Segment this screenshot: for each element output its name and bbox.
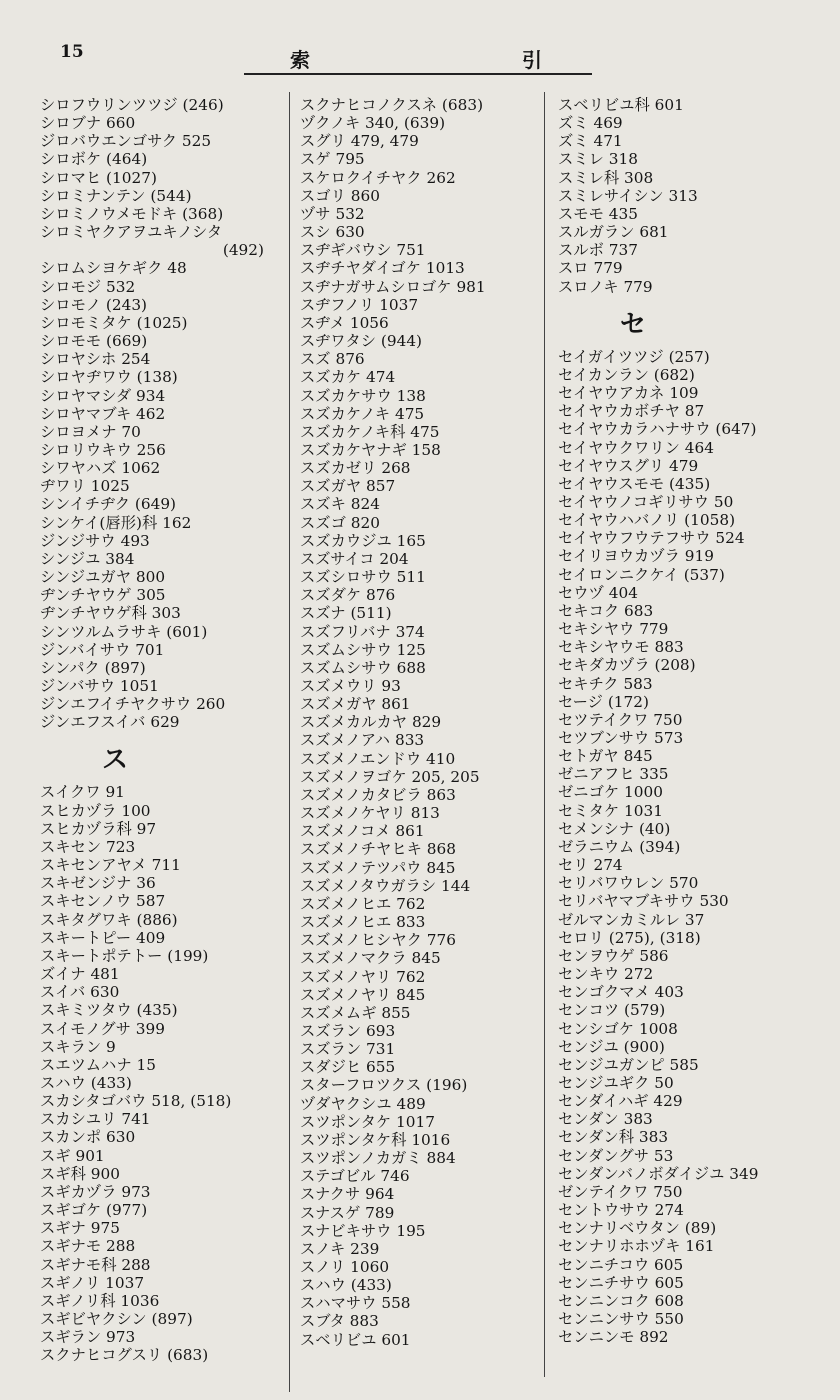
index-entry: スノキ 239 — [300, 1239, 380, 1258]
index-entry: スミレ 318 — [558, 150, 638, 169]
index-entry: スキセン 723 — [40, 837, 136, 856]
index-entry: スズ 876 — [300, 350, 365, 369]
index-entry: シロヤマシダ 934 — [40, 386, 166, 405]
index-entry: セイヤウクワリン 464 — [558, 438, 714, 457]
section-heading: ス — [102, 745, 129, 776]
index-entry: センジユギク 50 — [558, 1073, 674, 1092]
index-entry: スターフロツクス (196) — [300, 1076, 468, 1095]
index-entry: セイヤウアカネ 109 — [558, 384, 699, 403]
index-entry: ゼンテイクワ 750 — [558, 1182, 683, 1201]
index-entry: セミタケ 1031 — [558, 801, 663, 820]
index-entry: スグリ 479, 479 — [300, 132, 419, 151]
index-entry: スイクワ 91 — [40, 783, 125, 802]
index-entry: セイヤウカラハナサウ (647) — [558, 420, 757, 439]
index-entry: セイヤウカボチヤ 87 — [558, 402, 705, 421]
index-entry: シンジユガヤ 800 — [40, 568, 166, 587]
index-entry: スズカケノキ 475 — [300, 404, 425, 423]
index-entry: スゴリ 860 — [300, 186, 380, 205]
index-entry: ヅダヤクシユ 489 — [300, 1094, 426, 1113]
index-entry: スギナモ科 288 — [40, 1255, 151, 1274]
index-entry: スズメノマクラ 845 — [300, 949, 441, 968]
index-entry: セキチク 583 — [558, 674, 653, 693]
index-entry: センナリベウタン (89) — [558, 1219, 717, 1238]
index-entry: センダングサ 53 — [558, 1146, 674, 1165]
index-entry: スズメノヤリ 845 — [300, 985, 426, 1004]
index-entry: シロミナンテン (544) — [40, 186, 192, 205]
index-entry: スヂチヤダイゴケ 1013 — [300, 259, 465, 278]
index-entry: スギゴケ (977) — [40, 1201, 148, 1220]
index-entry: セージ (172) — [558, 692, 649, 711]
index-entry: センダン 383 — [558, 1110, 653, 1129]
index-entry: スナビキサウ 195 — [300, 1221, 426, 1240]
index-entry: スヂフノリ 1037 — [300, 295, 419, 314]
index-entry: スズフリバナ 374 — [300, 622, 425, 641]
index-entry: スケロクイチヤク 262 — [300, 168, 456, 187]
index-entry: シロミノウメモドキ (368) — [40, 204, 224, 223]
column-divider — [544, 92, 545, 1377]
index-entry: スルガラン 681 — [558, 223, 669, 242]
index-entry: ゼニアフヒ 335 — [558, 765, 669, 784]
index-entry: スロ 779 — [558, 259, 623, 278]
index-entry: センダイハギ 429 — [558, 1092, 683, 1111]
index-entry: スヂワタシ (944) — [300, 332, 423, 351]
index-entry: ヅクノキ 340, (639) — [300, 114, 446, 133]
index-entry: セリバワウレン 570 — [558, 874, 699, 893]
index-column-2 — [300, 96, 540, 1349]
index-entry: シンジユ 384 — [40, 549, 135, 568]
index-entry: スミレサイシン 313 — [558, 186, 698, 205]
index-entry: スブタ 883 — [300, 1312, 379, 1331]
index-entry: スズメノチヤヒキ 868 — [300, 840, 456, 859]
section-heading: セ — [620, 309, 647, 340]
index-entry: セイガイツツジ (257) — [558, 347, 710, 366]
index-entry: シロヤマブキ 462 — [40, 404, 166, 423]
index-column-1 — [40, 96, 286, 1364]
index-entry: スズメノヤリ 762 — [300, 967, 426, 986]
index-entry: ジンバイサウ 701 — [40, 640, 165, 659]
index-entry: セトガヤ 845 — [558, 747, 653, 766]
index-entry: ゼラニウム (394) — [558, 837, 681, 856]
index-entry: スズメウリ 93 — [300, 677, 401, 695]
index-entry: スズラン 693 — [300, 1021, 396, 1040]
index-entry: ジロバウエンゴサク 525 — [40, 132, 212, 151]
index-entry: シロヤシホ 254 — [40, 350, 151, 369]
index-entry: スズカケノキ科 475 — [300, 422, 440, 441]
index-entry: ズミ 469 — [558, 114, 623, 133]
index-entry: スカシタゴバウ 518, (518) — [40, 1092, 232, 1111]
index-entry: スズメノコメ 861 — [300, 822, 425, 841]
index-column-3 — [558, 96, 834, 1346]
index-entry: ヂワリ 1025 — [40, 477, 130, 496]
index-entry: セイロンニクケイ (537) — [558, 565, 725, 584]
index-entry: シロヤヂワウ (138) — [40, 368, 178, 387]
index-entry: シロブナ 660 — [40, 114, 136, 133]
index-entry: スカシユリ 741 — [40, 1110, 151, 1129]
index-entry: スキートピー 409 — [40, 928, 166, 947]
index-entry: スクナヒコグスリ (683) — [40, 1346, 209, 1365]
column-divider — [289, 92, 290, 1392]
index-entry: スズメノヒシヤク 776 — [300, 931, 456, 950]
index-entry: スズムシサウ 125 — [300, 640, 426, 659]
index-entry: スズカケヤナギ 158 — [300, 440, 441, 459]
index-entry: スナクサ 964 — [300, 1185, 395, 1204]
index-entry: センニチサウ 605 — [558, 1273, 684, 1292]
index-entry: ゼルマンカミルレ 37 — [558, 910, 705, 929]
index-entry: シンイチヂク (649) — [40, 495, 177, 514]
index-entry: セウヅ 404 — [558, 583, 638, 602]
index-entry: スギナモ 288 — [40, 1237, 136, 1256]
index-entry: スギカヅラ 973 — [40, 1182, 151, 1201]
index-entry: スズゴ 820 — [300, 513, 380, 532]
index-entry: ジンジサウ 493 — [40, 531, 150, 550]
index-entry: シンパク (897) — [40, 658, 146, 677]
index-entry: スベリビユ科 601 — [558, 96, 684, 114]
index-entry: セイヤウノコギリサウ 50 — [558, 492, 734, 511]
index-entry: スツポンノカガミ 884 — [300, 1149, 456, 1168]
index-entry: スルボ 737 — [558, 241, 638, 260]
index-entry: スズサイコ 204 — [300, 549, 409, 568]
index-entry: スズダケ 876 — [300, 586, 396, 605]
index-entry: セキシヤウモ 883 — [558, 638, 684, 657]
index-entry: シンケイ(唇形)科 162 — [40, 513, 192, 532]
index-entry: スヂメ 1056 — [300, 313, 389, 332]
index-entry: ヂンチヤウゲ科 303 — [40, 604, 181, 623]
index-entry: スズカケ 474 — [300, 368, 396, 387]
index-entry: スズメムギ 855 — [300, 1003, 411, 1022]
index-entry: スズメノヲゴケ 205, 205 — [300, 767, 480, 786]
index-entry: センキウ 272 — [558, 965, 654, 984]
index-entry: ジンエフイチヤクサウ 260 — [40, 695, 226, 714]
index-entry: シロマヒ (1027) — [40, 168, 157, 187]
index-entry: センニンモ 892 — [558, 1328, 669, 1347]
index-entry: スズカゼリ 268 — [300, 459, 411, 478]
index-entry: スエツムハナ 15 — [40, 1055, 156, 1074]
index-entry: スギナ 975 — [40, 1219, 120, 1238]
index-entry: スズシロサウ 511 — [300, 568, 426, 587]
index-entry: スナスゲ 789 — [300, 1203, 395, 1222]
running-head-left: 索 — [290, 48, 310, 72]
index-entry: セキダカヅラ (208) — [558, 656, 696, 675]
index-entry: セロリ (275), (318) — [558, 928, 701, 947]
index-entry: スゲ 795 — [300, 150, 365, 169]
index-entry: ジンエフスイバ 629 — [40, 713, 180, 732]
index-entry: シロミヤクアヲユキノシタ — [40, 223, 223, 242]
index-entry: センコツ (579) — [558, 1001, 666, 1020]
index-entry: シロモノ (243) — [40, 295, 148, 314]
index-entry: シロボケ (464) — [40, 150, 148, 169]
index-entry: スヂギバウシ 751 — [300, 241, 426, 260]
index-entry: スキセンアヤメ 711 — [40, 856, 181, 875]
index-entry: セメンシナ (40) — [558, 819, 671, 838]
index-entry: センナリホホヅキ 161 — [558, 1237, 715, 1256]
index-entry: スキタグワキ (886) — [40, 910, 178, 929]
index-entry: スギ科 900 — [40, 1164, 120, 1183]
index-entry: セツブンサウ 573 — [558, 729, 684, 747]
index-entry: セイリヨウカヅラ 919 — [558, 547, 714, 566]
index-entry: スズメノヒエ 762 — [300, 894, 426, 913]
index-entry: センジユ (900) — [558, 1037, 665, 1056]
index-entry: スズメノカタビラ 863 — [300, 785, 456, 804]
index-entry: スズメノヒエ 833 — [300, 913, 426, 932]
index-entry: スノリ 1060 — [300, 1258, 390, 1276]
index-entry: シワヤハズ 1062 — [40, 459, 161, 478]
index-entry: スヒカヅラ 100 — [40, 801, 151, 820]
index-entry: シロフウリンツツジ (246) — [40, 96, 224, 114]
index-entry: スズカケサウ 138 — [300, 386, 426, 405]
index-entry: スモモ 435 — [558, 204, 638, 223]
index-entry: セントウサウ 274 — [558, 1201, 684, 1220]
index-entry: シンツルムラサキ (601) — [40, 622, 208, 641]
index-entry: スイバ 630 — [40, 983, 120, 1002]
index-entry: センゴクマメ 403 — [558, 983, 684, 1002]
index-entry: スクナヒコノクスネ (683) — [300, 96, 484, 114]
index-entry: スキミツタウ (435) — [40, 1001, 178, 1020]
index-entry: シロモモ (669) — [40, 332, 148, 351]
index-entry: スハウ (433) — [300, 1276, 392, 1295]
index-entry: シロモジ 532 — [40, 277, 136, 296]
index-entry: センダン科 383 — [558, 1128, 669, 1147]
index-entry: スズメノエンドウ 410 — [300, 749, 456, 768]
index-entry: スダジヒ 655 — [300, 1058, 396, 1077]
index-entry: ヂンチヤウゲ 305 — [40, 586, 166, 605]
running-head-right: 引 — [522, 48, 542, 72]
index-entry: スハウ (433) — [40, 1073, 132, 1092]
index-entry: シロヨメナ 70 — [40, 422, 141, 441]
index-entry: スハマサウ 558 — [300, 1294, 411, 1313]
page-number: 15 — [60, 42, 84, 62]
index-entry: スズナ (511) — [300, 604, 392, 623]
index-entry: センシゴケ 1008 — [558, 1019, 678, 1038]
index-entry: スヂナガサムシロゴケ 981 — [300, 277, 486, 296]
header-rule — [244, 73, 592, 75]
index-entry: スズメノケヤリ 813 — [300, 804, 440, 823]
index-entry: セイヤウフウテフサウ 524 — [558, 529, 745, 548]
index-entry: セイヤウスモモ (435) — [558, 474, 711, 493]
index-entry: スギラン 973 — [40, 1328, 136, 1347]
index-entry: セイカンラン (682) — [558, 365, 695, 384]
index-entry: スイモノグサ 399 — [40, 1019, 165, 1038]
index-entry: スズメノアハ 833 — [300, 731, 425, 750]
index-entry: セキシヤウ 779 — [558, 620, 669, 639]
index-entry: スギノリ 1037 — [40, 1273, 145, 1292]
index-entry: シロモミタケ (1025) — [40, 313, 188, 332]
index-entry: スズメノタウガラシ 144 — [300, 876, 471, 895]
index-entry: ズイナ 481 — [40, 965, 120, 984]
index-entry: センジユガンピ 585 — [558, 1055, 699, 1074]
index-entry: ゼニゴケ 1000 — [558, 783, 663, 802]
index-entry: スズラン 731 — [300, 1040, 396, 1059]
index-entry: スカンポ 630 — [40, 1128, 136, 1147]
index-entry: (492) — [222, 241, 264, 260]
index-entry: セツテイクワ 750 — [558, 710, 683, 729]
index-entry: センニンコク 608 — [558, 1291, 684, 1310]
index-entry: スシ 630 — [300, 223, 365, 242]
index-entry: セリバヤマブキサウ 530 — [558, 892, 729, 911]
index-entry: スズメガヤ 861 — [300, 695, 411, 714]
index-entry: スロノキ 779 — [558, 277, 653, 296]
index-entry: スズメカルカヤ 829 — [300, 713, 442, 732]
index-entry: スズメノテツパウ 845 — [300, 858, 456, 877]
index-entry: センニチコウ 605 — [558, 1255, 684, 1274]
index-entry: スズガヤ 857 — [300, 477, 396, 496]
index-entry: スキラン 9 — [40, 1037, 116, 1056]
index-entry: ジンバサウ 1051 — [40, 677, 159, 695]
index-entry: スツポンタケ科 1016 — [300, 1130, 451, 1149]
index-entry: スキセンノウ 587 — [40, 892, 166, 911]
index-entry: スキートポテトー (199) — [40, 946, 209, 965]
index-entry: センニンサウ 550 — [558, 1310, 684, 1328]
index-entry: シロリウキウ 256 — [40, 440, 166, 459]
index-entry: セキコク 683 — [558, 601, 654, 620]
index-entry: スズムシサウ 688 — [300, 658, 426, 677]
index-entry: セリ 274 — [558, 856, 623, 875]
index-entry: セイヤウスグリ 479 — [558, 456, 699, 475]
index-entry: スツポンタケ 1017 — [300, 1112, 435, 1131]
index-entry: セイヤウハバノリ (1058) — [558, 511, 736, 530]
index-entry: ズミ 471 — [558, 132, 623, 151]
index-entry: スキゼンジナ 36 — [40, 874, 156, 893]
index-entry: スズカウジユ 165 — [300, 531, 426, 550]
index-entry: センダンバノボダイジユ 349 — [558, 1164, 759, 1183]
index-entry: ステゴビル 746 — [300, 1167, 410, 1186]
index-entry: ヅサ 532 — [300, 204, 365, 223]
index-entry: シロムシヨケギク 48 — [40, 259, 187, 278]
index-entry: スヒカヅラ科 97 — [40, 819, 157, 838]
index-entry: スギ 901 — [40, 1146, 105, 1165]
index-entry: スミレ科 308 — [558, 168, 654, 187]
index-entry: センヲウゲ 586 — [558, 946, 669, 965]
index-entry: スズキ 824 — [300, 495, 380, 514]
index-entry: スベリビユ 601 — [300, 1330, 411, 1349]
index-entry: スギノリ科 1036 — [40, 1291, 160, 1310]
index-entry: スギビヤクシン (897) — [40, 1310, 193, 1328]
